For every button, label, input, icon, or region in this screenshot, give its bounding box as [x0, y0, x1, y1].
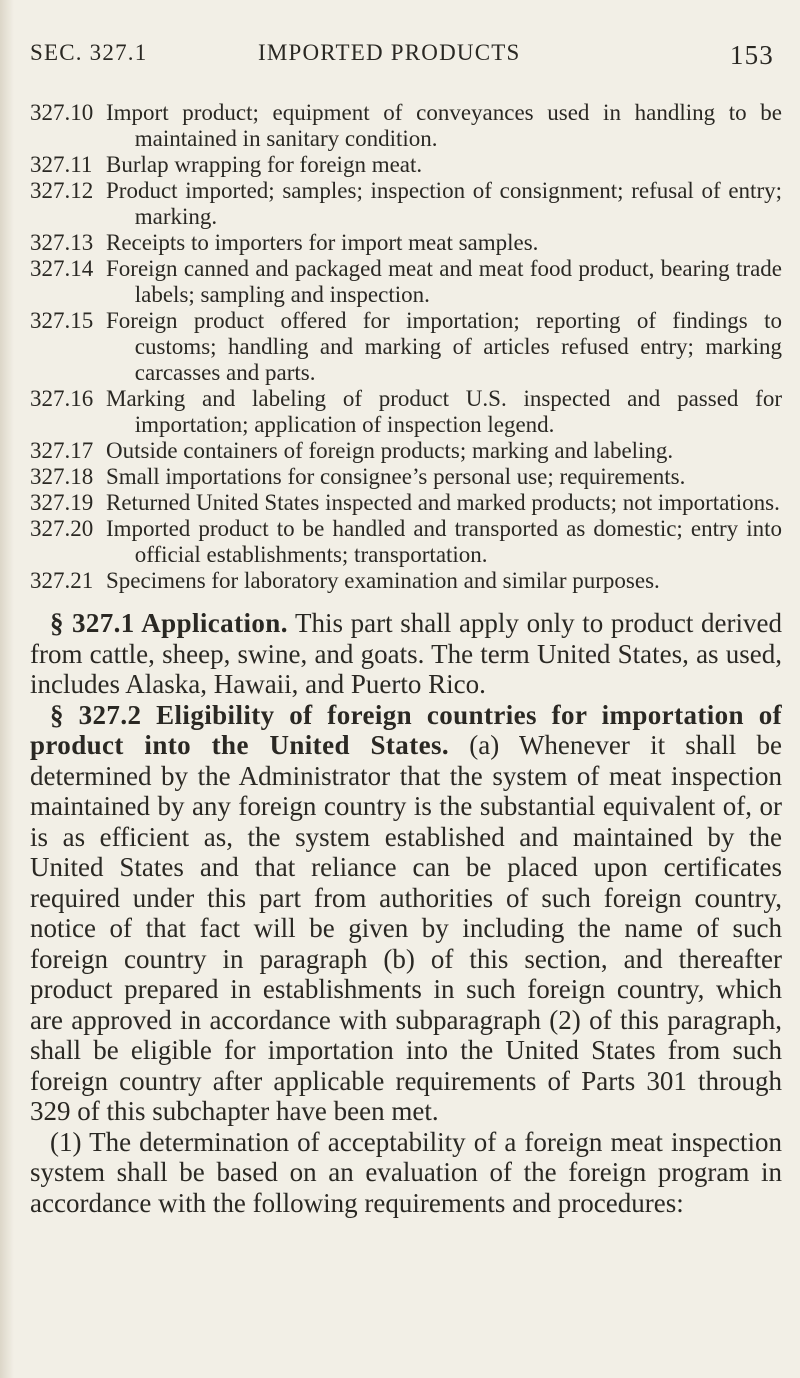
- running-header: [30, 40, 782, 80]
- toc-section-title: Small importations for consignee’s personal use; requirements.: [106, 464, 686, 489]
- toc-section-number: 327.18: [30, 464, 94, 489]
- toc-section-number: 327.11: [30, 152, 93, 177]
- toc-section-title: Returned United States inspected and marked products; not importations.: [106, 490, 780, 515]
- toc-section-title: Foreign product offered for importation; reporting of findings to customs; handling and marking of articles refused entry; marking carcasses and parts.: [106, 308, 782, 385]
- toc-row: [30, 490, 782, 516]
- section-text: (1) The determination of acceptability of a foreign meat inspection system shall be based on an evaluation of the foreign program in accordance with the following requirements and procedures:: [30, 1126, 782, 1218]
- page-number: 153: [729, 40, 774, 70]
- toc-section-number: 327.13: [30, 230, 94, 255]
- toc-section-number: 327.10: [30, 100, 94, 125]
- header-section: SEC. 327.1: [30, 40, 148, 65]
- toc-section-title: Burlap wrapping for foreign meat.: [106, 152, 423, 177]
- page-edge-shadow: [0, 0, 14, 1378]
- section-text: (a) Whenever it shall be determined by the Administrator that the system of meat inspection maintained by any foreign country is the substantial equivalent of, or is as efficient as, the system established and maintained by the United States and that reliance can be placed upon certificates required under this part from authorities of such foreign country, notice of that fact will be given by including the name of such foreign country in paragraph (b) of this section, and thereafter product prepared in establishments in such foreign country, which are approved in accordance with subparagraph (2) of this paragraph, shall be eligible for importation into the United States from such foreign country after applicable requirements of Parts 301 through 329 of this subchapter have been met.: [30, 730, 782, 1126]
- toc-row: [30, 230, 782, 256]
- section-heading: § 327.1 Application.: [50, 608, 288, 638]
- table-of-contents: [30, 100, 782, 594]
- toc-row: [30, 152, 782, 178]
- toc-section-title: Import product; equipment of conveyances used in handling to be maintained in sanitary condition.: [106, 100, 782, 151]
- toc-section-number: 327.21: [30, 568, 94, 593]
- toc-row: [30, 100, 782, 152]
- toc-row: [30, 568, 782, 594]
- toc-section-title: Foreign canned and packaged meat and meat food product, bearing trade labels; sampling and inspection.: [106, 256, 782, 307]
- section-paragraph: [30, 608, 782, 700]
- document-page: [30, 0, 782, 1218]
- toc-section-title: Specimens for laboratory examination and similar purposes.: [106, 568, 660, 593]
- toc-section-title: Imported product to be handled and transported as domestic; entry into official establishments; transportation.: [106, 516, 782, 567]
- toc-section-number: 327.16: [30, 386, 94, 411]
- header-title: IMPORTED PRODUCTS: [258, 40, 521, 65]
- toc-row: [30, 256, 782, 308]
- section-heading: § 327.2 Eligibility of foreign countries for importation of product into the United States.: [30, 699, 782, 760]
- toc-section-number: 327.12: [30, 178, 94, 203]
- toc-section-title: Outside containers of foreign products; marking and labeling.: [106, 438, 674, 463]
- toc-row: [30, 386, 782, 438]
- toc-section-number: 327.19: [30, 490, 94, 515]
- section-paragraph: [30, 1127, 782, 1219]
- toc-section-title: Marking and labeling of product U.S. inspected and passed for importation; application of inspection legend.: [106, 386, 782, 437]
- toc-section-title: Receipts to importers for import meat samples.: [106, 230, 539, 255]
- body-text: [30, 608, 782, 1218]
- toc-row: [30, 464, 782, 490]
- toc-section-number: 327.14: [30, 256, 94, 281]
- toc-section-title: Product imported; samples; inspection of consignment; refusal of entry; marking.: [106, 178, 782, 229]
- toc-row: [30, 516, 782, 568]
- toc-section-number: 327.20: [30, 516, 94, 541]
- toc-row: [30, 178, 782, 230]
- toc-section-number: 327.15: [30, 308, 94, 333]
- toc-row: [30, 438, 782, 464]
- toc-row: [30, 308, 782, 386]
- section-paragraph: [30, 700, 782, 1127]
- toc-section-number: 327.17: [30, 438, 94, 463]
- section-text: This part shall apply only to product derived from cattle, sheep, swine, and goats. The term United States, as used, includes Alaska, Hawaii, and Puerto Rico.: [30, 608, 782, 699]
